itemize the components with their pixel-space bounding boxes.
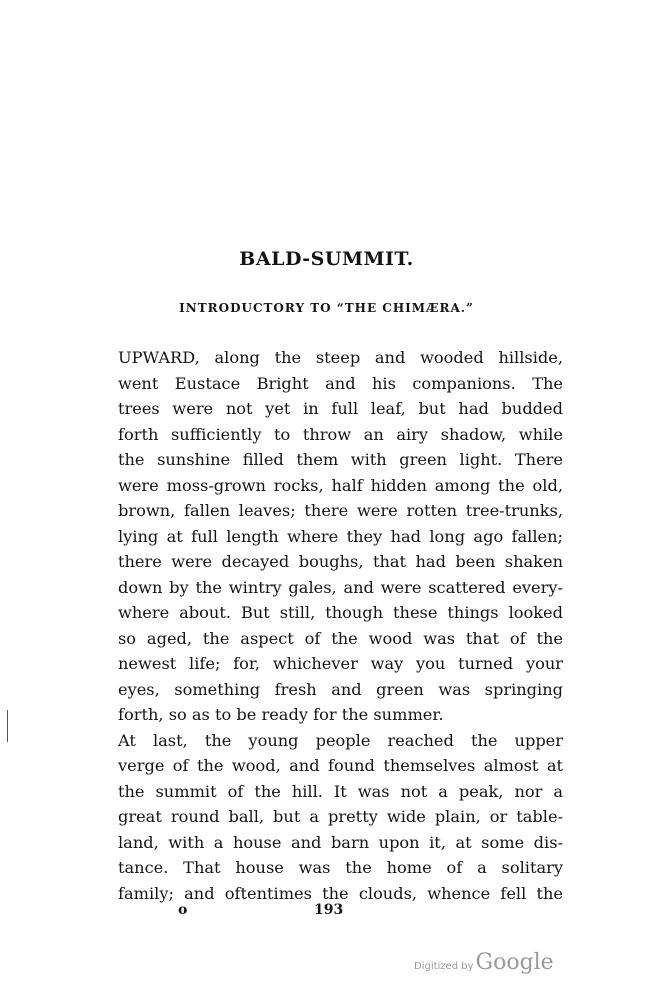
text-line: the sunshine filled them with green light. There [118,450,563,469]
text-line: the summit of the hill. It was not a peak, nor a [118,781,563,801]
chapter-title: BALD-SUMMIT. [239,248,414,270]
text-line: brown, fallen leaves; there were rotten tree-trunks, [118,501,563,520]
text-line: verge of the wood, and found themselves almost at [118,756,563,775]
page-number: 193 [314,902,344,918]
text-line: UPWARD, along the steep and wooded hillside, [118,348,563,367]
text-line: family; and oftentimes the clouds, whence fell the [118,883,563,903]
text-line: great round ball, but a pretty wide plain, or table- [118,807,563,826]
text-line: so aged, the aspect of the wood was that of the [118,628,563,648]
watermark-prefix: Digitized by [414,961,474,972]
text-line: forth sufficiently to throw an airy shadow, while [118,424,563,444]
body-text [118,345,563,906]
text-line: newest life; for, whichever way you turned your [118,654,563,673]
text-line: there were decayed boughs, that had been shaken [118,552,563,571]
digitized-watermark [414,950,554,975]
text-line: forth, so as to be ready for the summer. [118,705,444,724]
text-line: At last, the young people reached the upper [118,730,563,750]
text-line: where about. But still, though these things looked [118,603,563,622]
google-logo: Google [475,950,554,975]
signature-mark: o [178,902,188,918]
chapter-subtitle: INTRODUCTORY TO “THE CHIMÆRA.” [179,301,474,315]
text-line: trees were not yet in full leaf, but had budded [118,399,563,418]
page-edge-mark [7,710,8,742]
text-line: went Eustace Bright and his companions. The [118,373,563,393]
text-line: lying at full length where they had long ago fallen; [118,526,563,546]
text-line: land, with a house and barn upon it, at some dis- [118,832,563,852]
page-footer [0,902,653,926]
text-line: down by the wintry gales, and were scattered every- [118,577,563,597]
text-line: tance. That house was the home of a solitary [118,858,563,877]
text-line: were moss-grown rocks, half hidden among the old, [118,475,563,495]
text-line: eyes, something fresh and green was springing [118,679,563,699]
